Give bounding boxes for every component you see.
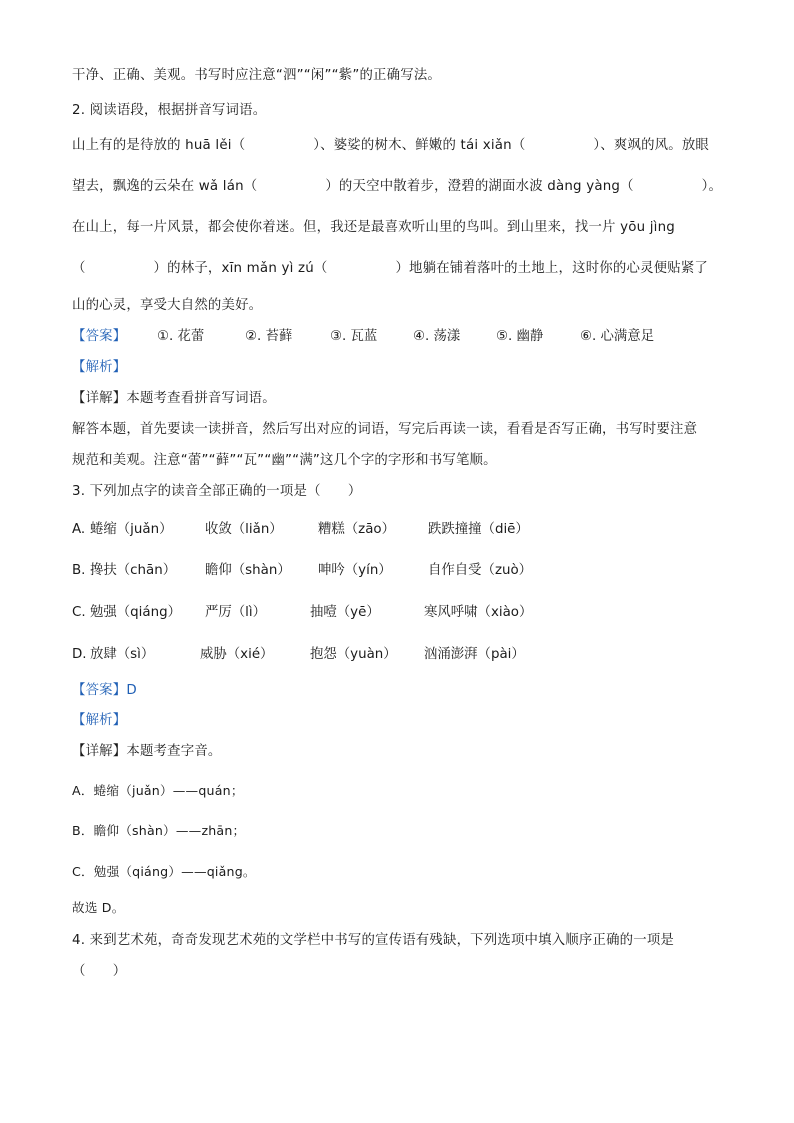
- q3-option-b-letter: B.: [72, 563, 86, 578]
- q3-option-d-item-3: 抱怨（yuàn）: [310, 647, 397, 662]
- question-3-title: 3. 下列加点字的读音全部正确的一项是（ ）: [72, 484, 362, 499]
- q2-explain-line-2: 规范和美观。注意“蕾”“藓”“瓦”“幽”“满”这几个字的字形和书写笔顺。: [72, 453, 497, 468]
- q3-note-b: B．瞻仰（shàn）——zhān；: [72, 823, 246, 838]
- q2-answer-1: ①. 花蕾: [157, 329, 205, 344]
- q3-option-c-item-4: 寒风呼啸（xiào）: [424, 605, 533, 620]
- q2-passage-line-4: （ ）的林子，xīn mǎn yì zú（ ）地躺在铺着落叶的土地上，这时你的心灵便贴紧了: [72, 261, 709, 276]
- q2-answer-4: ④. 荡漾: [413, 329, 461, 344]
- q2-explain-line-1: 解答本题，首先要读一读拼音，然后写出对应的词语，写完后再读一读，看看是否写正确，书写时要注意: [72, 422, 698, 437]
- q3-detail: 【详解】本题考查字音。: [72, 744, 222, 759]
- q3-option-c-letter: C.: [72, 605, 86, 620]
- q3-option-a-letter: A.: [72, 522, 86, 537]
- q3-option-c-item-1: 勉强（qiáng）: [90, 605, 181, 620]
- q2-passage-line-3: 在山上，每一片风景，都会使你着迷。但，我还是最喜欢听山里的鸟叫。到山里来，找一片 yōu jìng: [72, 220, 675, 235]
- q2-passage-line-1: 山上有的是待放的 huā lěi（ ）、婆娑的树木、鲜嫩的 tái xiǎn（ ）、爽飒的风。放眼: [72, 138, 710, 153]
- q3-option-b-item-2: 瞻仰（shàn）: [205, 563, 291, 578]
- intro-line: 干净、正确、美观。书写时应注意“泗”“闲”“紫”的正确写法。: [72, 68, 441, 83]
- q2-detail: 【详解】本题考查看拼音写词语。: [72, 391, 276, 406]
- q3-option-b-item-4: 自作自受（zuò）: [428, 563, 533, 578]
- q3-option-a-item-3: 糟糕（zāo）: [318, 522, 395, 537]
- q3-note-a: A．蜷缩（juǎn）——quán；: [72, 783, 244, 798]
- q2-answer-6: ⑥. 心满意足: [580, 329, 655, 344]
- q3-option-d-item-4: 汹涌澎湃（pài）: [424, 647, 525, 662]
- q3-analysis-tag: 【解析】: [72, 713, 127, 728]
- q3-option-a-item-1: 蜷缩（juǎn）: [90, 522, 173, 537]
- q2-answer-3: ③. 瓦蓝: [330, 329, 378, 344]
- q3-answer-line: [72, 681, 137, 701]
- q3-option-c-item-3: 抽噎（yē）: [310, 605, 380, 620]
- q3-option-d-item-2: 威胁（xié）: [200, 647, 274, 662]
- q2-analysis-tag: 【解析】: [72, 360, 127, 375]
- q3-option-a-item-4: 跌跌撞撞（diē）: [428, 522, 529, 537]
- q3-option-a-item-2: 收敛（liǎn）: [205, 522, 283, 537]
- q2-passage-line-2: 望去，飘逸的云朵在 wǎ lán（ ）的天空中散着步，澄碧的湖面水波 dàng yàng（ ）。: [72, 179, 723, 194]
- q3-option-d-item-1: 放肆（sì）: [90, 647, 155, 662]
- q2-answer-5: ⑤. 幽静: [496, 329, 544, 344]
- q2-answer-2: ②. 苔藓: [245, 329, 293, 344]
- q3-option-d-letter: D.: [72, 647, 87, 662]
- q3-option-c-item-2: 严厉（lì）: [205, 605, 267, 620]
- q2-answer-row: [72, 327, 126, 347]
- q3-note-c: C．勉强（qiáng）——qiǎng。: [72, 864, 256, 879]
- q3-option-b-item-3: 呻吟（yín）: [318, 563, 392, 578]
- q3-option-b-item-1: 搀扶（chān）: [90, 563, 177, 578]
- question-2-title: 2. 阅读语段，根据拼音写词语。: [72, 103, 267, 118]
- q3-answer-text: 【答案】D: [72, 683, 137, 698]
- answer-tag: 【答案】: [72, 329, 127, 344]
- question-4-paren: （ ）: [72, 964, 127, 979]
- q2-passage-line-5: 山的心灵，享受大自然的美好。: [72, 298, 263, 313]
- q3-conclusion: 故选 D。: [72, 900, 125, 915]
- question-4-title: 4. 来到艺术苑，奇奇发现艺术苑的文学栏中书写的宣传语有残缺，下列选项中填入顺序正确的一项是: [72, 933, 675, 948]
